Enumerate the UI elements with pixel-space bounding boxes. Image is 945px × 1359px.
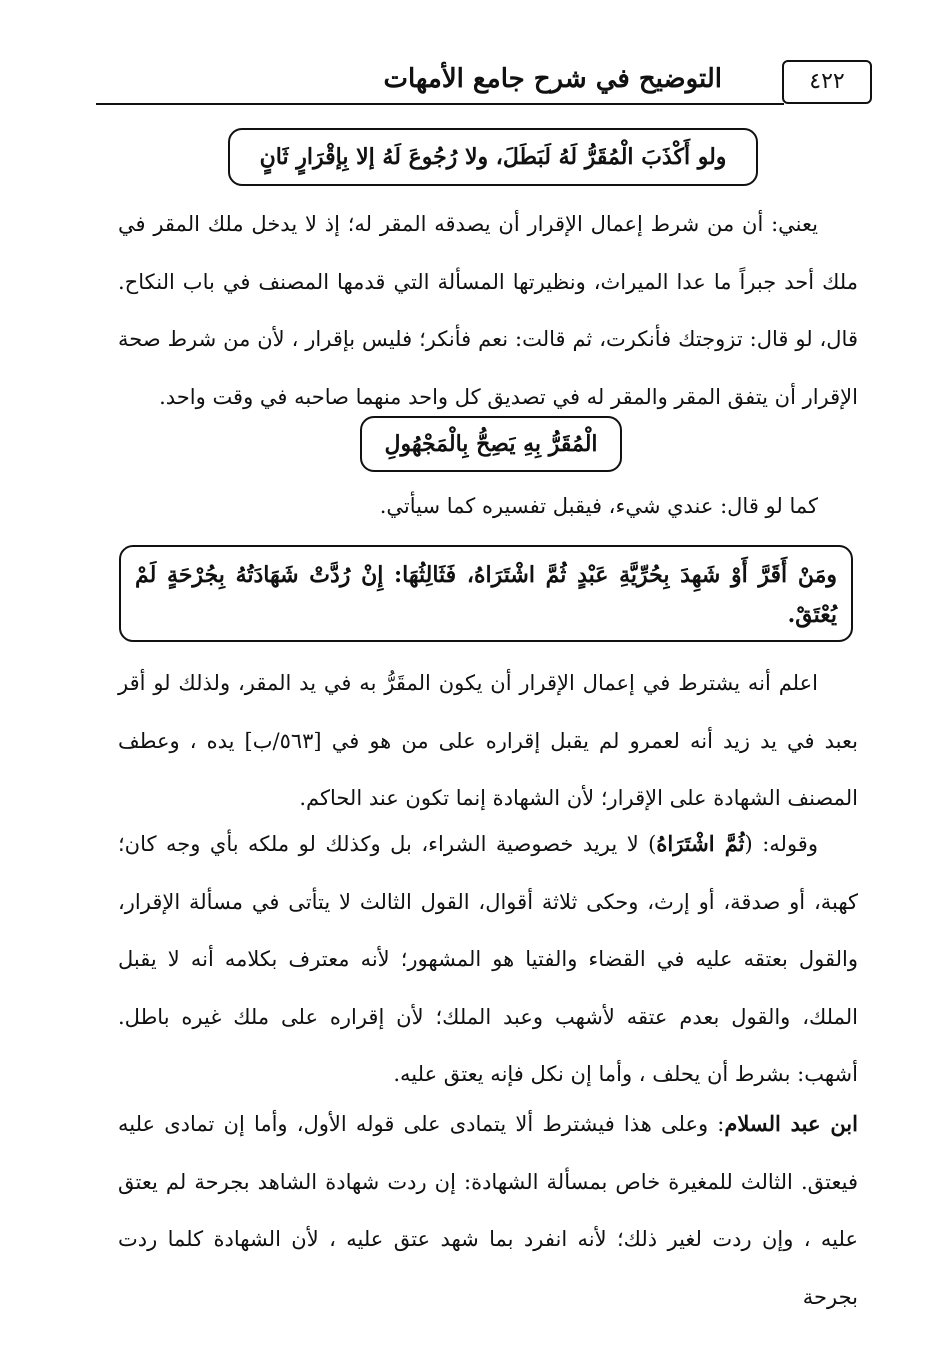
quoted-matn-phrase: ثُمَّ اشْتَرَاهُ xyxy=(656,831,745,856)
commentary-paragraph-3 xyxy=(118,655,858,828)
matn-box-1: ولو أَكْذَبَ الْمُقَرُّ لَهُ لَبَطَلَ، ولا رُجُوعَ لَهُ إلا بِإقْرَارٍ ثَانٍ xyxy=(228,128,758,186)
running-title: التوضيح في شرح جامع الأمهات xyxy=(383,64,722,94)
commentary-text-5: : وعلى هذا فيشترط ألا يتمادى على قوله الأول، وأما إن تمادى عليه فيعتق. الثالث للمغيرة خاص بمسألة الشهادة: إن ردت شهادة الشاهد بجرحة لم يعتق عليه ، وإن ردت لغير ذلك؛ لأنه انفرد بما شهد عتق عليه ، لأن الشهادة كلما ردت بجرحة xyxy=(118,1112,858,1309)
matn-box-3: ومَنْ أَقَرَّ أَوْ شَهِدَ بِحُرِّيَّةِ عَبْدٍ ثُمَّ اشْتَرَاهُ، فَثَالِثُهَا: إِنْ رُدَّتْ شَهَادَتُهُ بِجُرْحَةٍ لَمْ يُعْتَقْ. xyxy=(119,545,853,642)
commentary-text-3: اعلم أنه يشترط في إعمال الإقرار أن يكون المقَرُّ به في يد المقر، ولذلك لو أقر بعبد في يد زيد أنه لعمرو لم يقبل إقراره على من هو في [٥٦٣/ب] يده ، وعطف المصنف الشهادة على الإقرار؛ لأن الشهادة إنما تكون عند الحاكم. xyxy=(118,671,858,810)
commentary-paragraph-1 xyxy=(118,196,858,426)
commentary-text-4b: ) لا يريد خصوصية الشراء، بل وكذلك لو ملكه بأي وجه كان؛ كهبة، أو صدقة، أو إرث، وحكى ثلاثة أقوال، القول الثالث لا يتأتى في مسألة الإقرار، والقول بعتقه عليه في القضاء والفتيا هو المشهور؛ لأنه معترف بكلامه أنه لا يقبل الملك، والقول بعدم عتقه لأشهب وعبد الملك؛ لأن إقراره على ملك غيره باطل. أشهب: بشرط أن يحلف ، وأما إن نكل فإنه يعتق عليه. xyxy=(118,832,858,1086)
header-rule xyxy=(96,103,784,105)
matn-box-2: الْمُقَرُّ بِهِ يَصِحُّ بِالْمَجْهُولِ xyxy=(360,416,622,472)
page-header xyxy=(96,58,872,108)
cited-scholar-name: ابن عبد السلام xyxy=(724,1111,858,1136)
commentary-paragraph-2 xyxy=(118,478,858,536)
commentary-paragraph-5 xyxy=(118,1095,858,1326)
commentary-paragraph-4 xyxy=(118,815,858,1104)
commentary-text-4a: وقوله: ( xyxy=(744,832,818,856)
page-number-box xyxy=(782,60,872,104)
commentary-text-2: كما لو قال: عندي شيء، فيقبل تفسيره كما سيأتي. xyxy=(379,494,818,518)
page-number: ٤٢٢ xyxy=(809,69,845,94)
commentary-text-1: يعني: أن من شرط إعمال الإقرار أن يصدقه المقر له؛ إذ لا يدخل ملك المقر في ملك أحد جبراً ما عدا الميراث، ونظيرتها المسألة التي قدمها المصنف في باب النكاح. قال، لو قال: تزوجتك فأنكرت، ثم قالت: نعم فأنكر؛ فليس بإقرار ، لأن من شرط صحة الإقرار أن يتفق المقر والمقر له في تصديق كل واحد منهما صاحبه في وقت واحد. xyxy=(118,212,858,409)
